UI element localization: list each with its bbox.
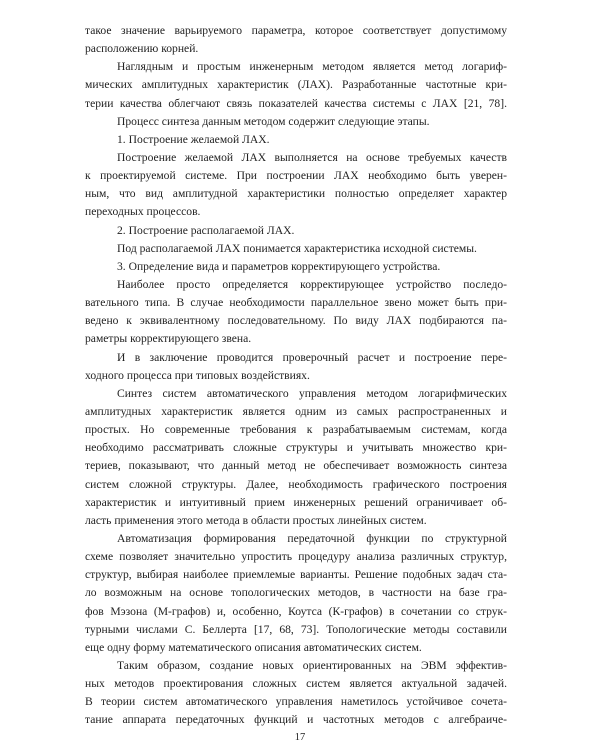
text-line: В теории систем автоматического управления наметилось устойчивое сочета- [85,695,507,709]
page-number: 17 [294,732,306,743]
text-line: Таким образом, создание новых ориентированных на ЭВМ эффектив- [117,658,507,672]
text-line: Построение желаемой ЛАХ выполняется на основе требуемых качеств [117,150,507,164]
text-line: ведено к эквивалентному последовательному. По виду ЛАХ подбираются па- [85,314,507,328]
text-line: еще одну форму математического описания автоматических систем. [85,640,422,654]
text-line: 3. Определение вида и параметров корректирующего устройства. [117,259,441,273]
text-line: структур, выбирая наиболее приемлемые варианты. Решение подобных задач ста- [85,568,507,582]
text-line: ных методов проектирования сложных систем является актуальной задачей. [85,677,507,691]
text-line: 1. Построение желаемой ЛАХ. [117,132,270,146]
text-line: Наиболее просто определяется корректирующее устройство последо- [117,277,507,291]
text-line: необходимо рассматривать сложные структуры и учитывать множество кри- [85,441,507,455]
text-line: вательного типа. В случае необходимости параллельное звено может быть при- [85,296,507,310]
text-line: И в заключение проводится проверочный расчет и построение пере- [117,350,507,364]
text-line: фов Мэзона (М-графов) и, особенно, Коутса (К-графов) в сочетании со струк- [85,604,507,618]
text-line: расположению корней. [85,42,199,56]
text-line: Автоматизация формирования передаточной функции по структурной [117,531,507,545]
text-line: амплитудных характеристик является одним из самых распространенных и [85,404,507,418]
text-line: простых. Но современные требования к разрабатываемым системам, когда [85,423,507,437]
text-line: териев, показывают, что данный метод не обеспечивает возможность синтеза [85,459,507,473]
text-line: ходного процесса при типовых воздействиях. [85,368,310,382]
text-line: ласть применения этого метода в области простых линейных систем. [85,513,427,527]
body-text [85,22,507,729]
text-line: ным, что вид амплитудной характеристики полностью определяет характер [85,187,507,201]
text-line: тание аппарата передаточных функций и частотных методов с алгебраиче- [85,713,507,727]
text-line: турными числами С. Беллерта [17, 68, 73]. Топологические методы составили [85,622,507,636]
text-line: ло возможным на основе топологических методов, в частности на базе гра- [85,586,507,600]
text-line: систем сложной структуры. Далее, необходимость графического построения [85,477,507,491]
text-line: характеристик и интуитивный прием инженерных решений ограничивает об- [85,495,507,509]
text-line: терии качества облегчают связь показателей качества системы с ЛАХ [21, 78]. [85,96,507,110]
text-line: такое значение варьируемого параметра, которое соответствует допустимому [85,24,507,37]
text-line: Процесс синтеза данным методом содержит следующие этапы. [117,114,430,128]
text-line: раметры корректирующего звена. [85,332,252,346]
text-line: схеме позволяет значительно упростить процедуру анализа различных структур, [85,550,507,564]
text-line: мических амплитудных характеристик (ЛАХ). Разработанные частотные кри- [85,78,507,92]
text-line: Синтез систем автоматического управления методом логарифмических [117,386,507,400]
text-line: Наглядным и простым инженерным методом является метод логариф- [117,60,507,74]
text-line: Под располагаемой ЛАХ понимается характеристика исходной системы. [117,241,477,255]
text-line: переходных процессов. [85,205,201,219]
text-line: к проектируемой системе. При построении ЛАХ необходимо быть уверен- [85,169,507,183]
text-line: 2. Построение располагаемой ЛАХ. [117,223,295,237]
